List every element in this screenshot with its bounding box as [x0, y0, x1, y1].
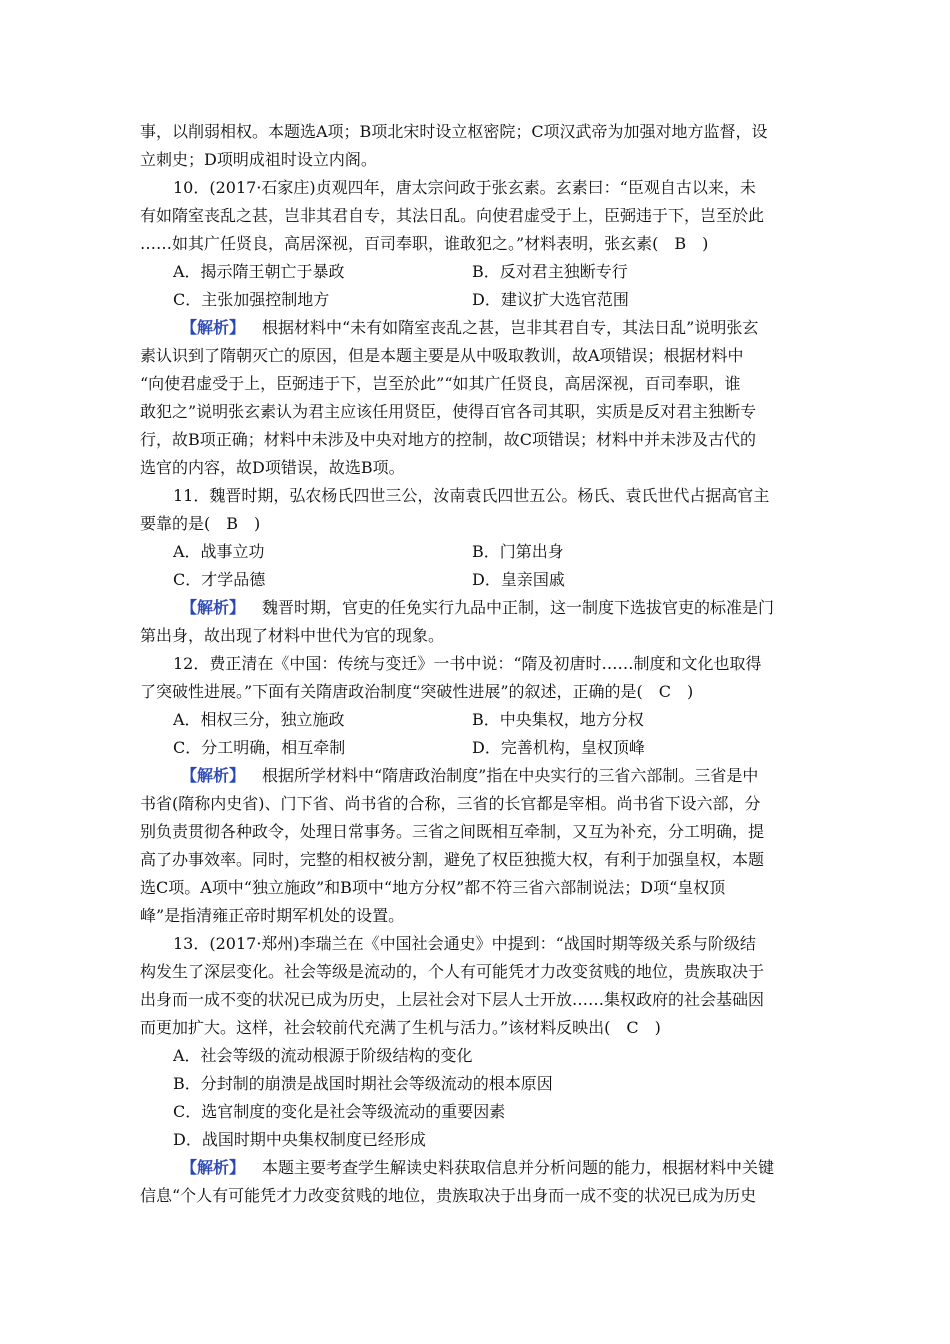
- analysis-tag: 【解析】: [181, 318, 246, 337]
- text-line: ……如其广任贤良，高居深视，百司奉职，谁敢犯之。”材料表明，张玄素( B ): [140, 234, 709, 253]
- text-line: 事，以削弱相权。本题选A项；B项北宋时设立枢密院；C项汉武帝为加强对地方监督，设: [140, 122, 768, 141]
- analysis-text: 根据材料中“未有如隋室丧乱之甚，岂非其君自专，其法日乱”说明张玄: [262, 318, 759, 337]
- question-13-stem: 13．(2017·郑州)李瑞兰在《中国社会通史》中提到：“战国时期等级关系与阶级结: [173, 934, 756, 953]
- option-a: A．揭示隋王朝亡于暴政: [173, 262, 345, 281]
- option-d: D．皇亲国戚: [472, 570, 565, 589]
- text-line: “向使君虚受于上，臣弼违于下，岂至於此”“如其广任贤良，高居深视，百司奉职，谁: [140, 374, 741, 393]
- option-c: C．分工明确，相互牵制: [173, 738, 346, 757]
- option-d: D．完善机构，皇权顶峰: [472, 738, 645, 757]
- text-line: 而更加扩大。这样，社会较前代充满了生机与活力。”该材料反映出( C ): [140, 1018, 661, 1037]
- option-d: D．建议扩大选官范围: [472, 290, 629, 309]
- option-a: A．战事立功: [173, 542, 265, 561]
- option-b: B．门第出身: [472, 542, 564, 561]
- option-c: C．选官制度的变化是社会等级流动的重要因素: [173, 1102, 506, 1121]
- option-b: B．分封制的崩溃是战国时期社会等级流动的根本原因: [173, 1074, 553, 1093]
- analysis-tag: 【解析】: [181, 598, 246, 617]
- text-line: 敢犯之”说明张玄素认为君主应该任用贤臣，使得百官各司其职，实质是反对君主独断专: [140, 402, 757, 421]
- option-c: C．才学品德: [173, 570, 266, 589]
- text-line: 了突破性进展。”下面有关隋唐政治制度“突破性进展”的叙述，正确的是( C ): [140, 682, 694, 701]
- text-line: 行，故B项正确；材料中未涉及中央对地方的控制，故C项错误；材料中并未涉及古代的: [140, 430, 757, 449]
- question-12-stem: 12．费正清在《中国：传统与变迁》一书中说：“隋及初唐时……制度和文化也取得: [173, 654, 762, 673]
- text-line: 构发生了深层变化。社会等级是流动的，个人有可能凭才力改变贫贱的地位，贵族取决于: [140, 962, 765, 981]
- analysis-tag: 【解析】: [181, 766, 246, 785]
- analysis-text: 魏晋时期，官吏的任免实行九品中正制，这一制度下选拔官吏的标准是门: [262, 598, 775, 617]
- text-line: 有如隋室丧乱之甚，岂非其君自专，其法日乱。向使君虚受于上，臣弼违于下，岂至於此: [140, 206, 765, 225]
- text-line: 信息“个人有可能凭才力改变贫贱的地位，贵族取决于出身而一成不变的状况已成为历史: [140, 1186, 757, 1205]
- text-line: 素认识到了隋朝灭亡的原因，但是本题主要是从中吸取教训，故A项错误；根据材料中: [140, 346, 744, 365]
- text-line: 别负责贯彻各种政令，处理日常事务。三省之间既相互牵制，又互为补充，分工明确，提: [140, 822, 765, 841]
- option-d: D．战国时期中央集权制度已经形成: [173, 1130, 426, 1149]
- text-line: 选C项。A项中“独立施政”和B项中“地方分权”都不符三省六部制说法；D项“皇权顶: [140, 878, 726, 897]
- text-line: 高了办事效率。同时，完整的相权被分割，避免了权臣独揽大权，有利于加强皇权，本题: [140, 850, 765, 869]
- option-b: B．反对君主独断专行: [472, 262, 628, 281]
- question-10-stem: 10．(2017·石家庄)贞观四年，唐太宗问政于张玄素。玄素曰：“臣观自古以来，未: [173, 178, 756, 197]
- text-line: 立刺史；D项明成祖时设立内阁。: [140, 150, 377, 169]
- option-b: B．中央集权，地方分权: [472, 710, 644, 729]
- text-line: 要靠的是( B ): [140, 514, 261, 533]
- option-c: C．主张加强控制地方: [173, 290, 330, 309]
- analysis-text: 本题主要考查学生解读史料获取信息并分析问题的能力，根据材料中关键: [262, 1158, 775, 1177]
- text-line: 选官的内容，故D项错误，故选B项。: [140, 458, 405, 477]
- option-a: A．相权三分，独立施政: [173, 710, 345, 729]
- question-11-stem: 11．魏晋时期，弘农杨氏四世三公，汝南袁氏四世五公。杨氏、袁氏世代占据高官主: [173, 486, 770, 505]
- text-line: 峰”是指清雍正帝时期军机处的设置。: [140, 906, 405, 925]
- analysis-tag: 【解析】: [181, 1158, 246, 1177]
- analysis-text: 根据所学材料中“隋唐政治制度”指在中央实行的三省六部制。三省是中: [262, 766, 759, 785]
- text-line: 书省(隋称内史省)、门下省、尚书省的合称，三省的长官都是宰相。尚书省下设六部，分: [140, 794, 761, 813]
- text-line: 第出身，故出现了材料中世代为官的现象。: [140, 626, 445, 645]
- text-line: 出身而一成不变的状况已成为历史，上层社会对下层人士开放……集权政府的社会基础因: [140, 990, 765, 1009]
- option-a: A．社会等级的流动根源于阶级结构的变化: [173, 1046, 473, 1065]
